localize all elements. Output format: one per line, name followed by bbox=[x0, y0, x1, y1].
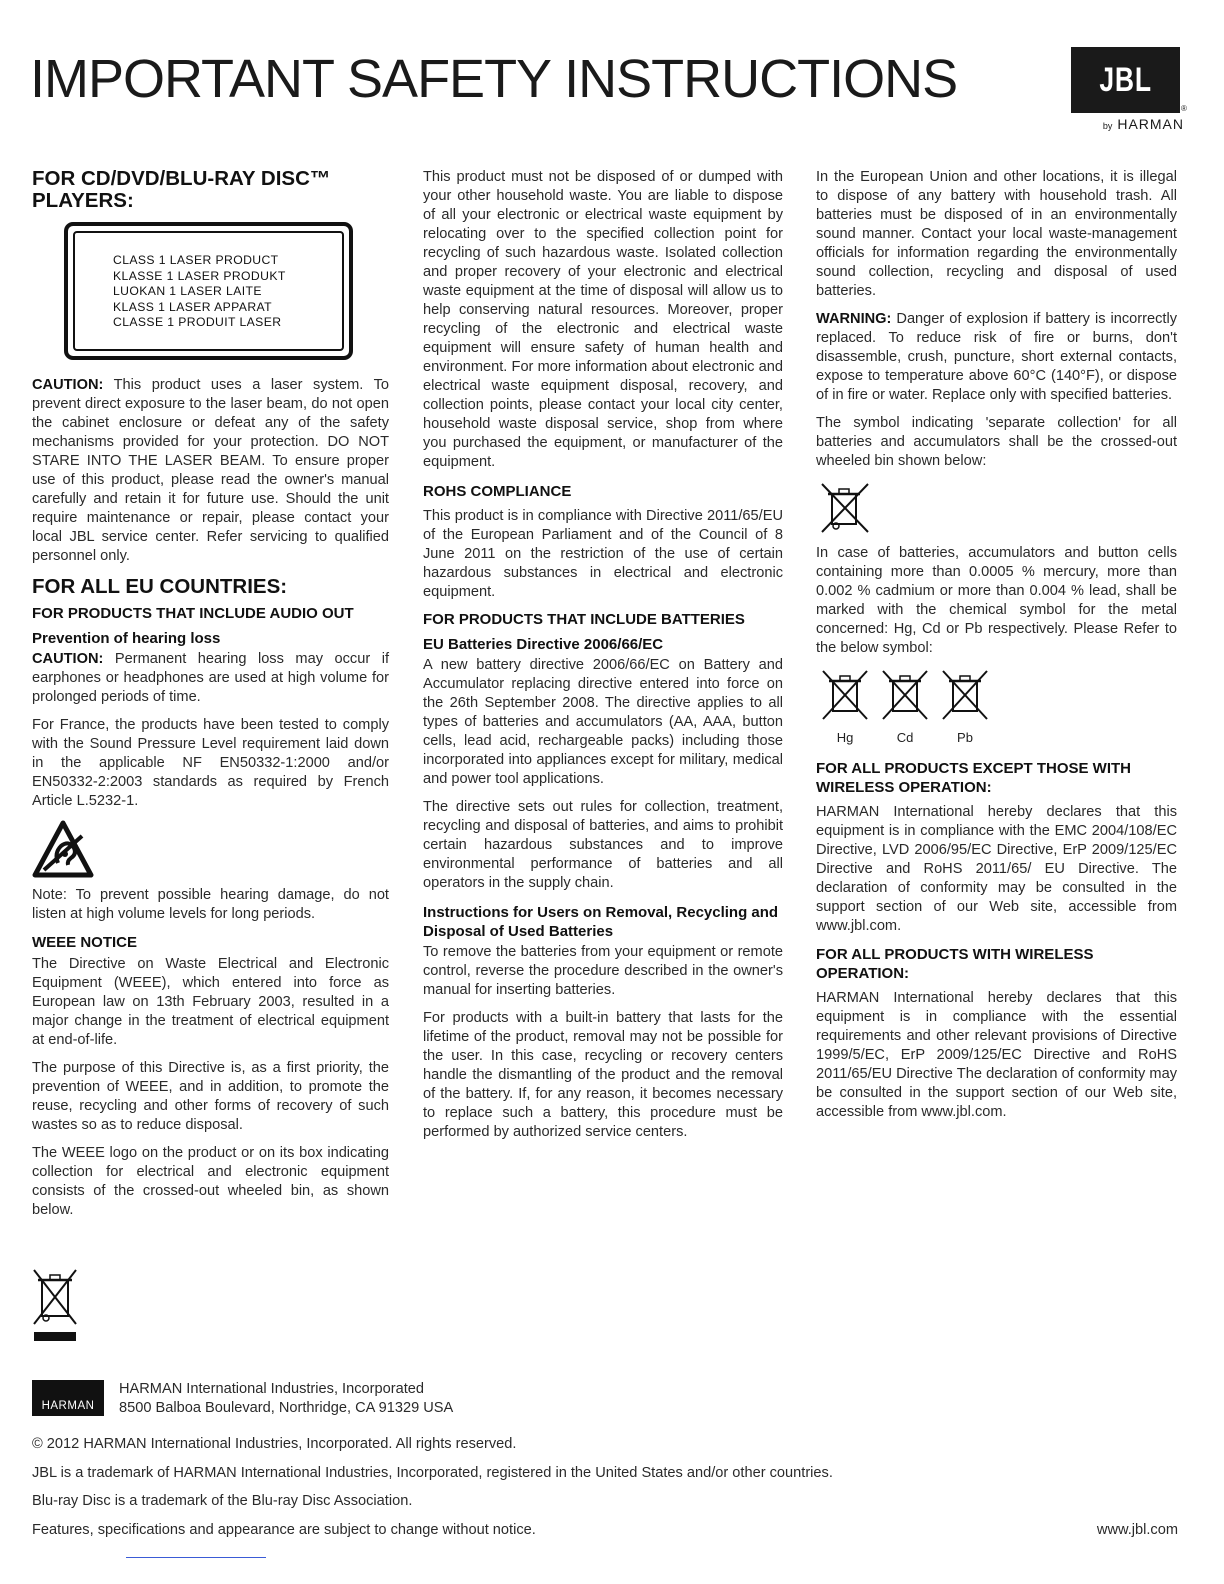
heading-batteries: FOR PRODUCTS THAT INCLUDE BATTERIES bbox=[423, 611, 745, 628]
except-wireless-paragraph: HARMAN International hereby declares that this equipment is in compliance with the EMC 2004/108/EC Directive, LVD 2006/95/EC Directive, ErP 2009/125/EC Directive and RoHS 2011/65/ EU Directive. The declaration of conformity may be consulted in the support section of our Web site, accessible from www.jbl.com. bbox=[816, 804, 1177, 934]
removal-paragraph-2: For products with a built-in battery that lasts for the lifetime of the product, removal may not be possible for the user. In this case, recycling or recovery centers handle the dismantling of the product and the removal of the battery. If, for any reason, it becomes necessary to replace such a battery, this procedure must be performed by authorized service centers. bbox=[423, 1010, 783, 1140]
caution-label: CAUTION: bbox=[32, 377, 104, 393]
heading-except-wireless: FOR ALL PRODUCTS EXCEPT THOSE WITH WIRELESS OPERATION: bbox=[816, 760, 1132, 796]
caution-label: CAUTION: bbox=[32, 651, 104, 667]
caution-laser-paragraph bbox=[32, 376, 389, 566]
weee-paragraph-1: The Directive on Waste Electrical and Electronic Equipment (WEEE), which entered into force as European law on 13th February 2003, resulted in a major change in the treatment of electrical equipment at end-of-life. bbox=[32, 956, 389, 1048]
laser-line: KLASS 1 LASER APPARAT bbox=[113, 299, 273, 314]
features-notice-line: Features, specifications and appearance are subject to change without notice. bbox=[32, 1522, 536, 1538]
by-harman-label bbox=[1072, 116, 1184, 132]
rohs-paragraph: This product is in compliance with Directive 2011/65/EU of the European Parliament and of the Council of 8 June 2011 on the restriction of the use of certain hazardous substances in electrical and electronic equipment. bbox=[423, 508, 783, 600]
jbl-logo-text: JBL bbox=[1099, 60, 1152, 99]
caution-text: Permanent hearing loss may occur if earphones or headphones are used at high volume for prolonged periods of time. bbox=[32, 651, 389, 705]
heading-audio-out: FOR PRODUCTS THAT INCLUDE AUDIO OUT bbox=[32, 605, 354, 622]
column-3 bbox=[816, 168, 1177, 1131]
weee-bin-block bbox=[32, 1268, 78, 1349]
heading-eu-batteries-directive: EU Batteries Directive 2006/66/EC bbox=[423, 636, 664, 653]
laser-line: KLASSE 1 LASER PRODUKT bbox=[113, 268, 286, 283]
website-link[interactable]: www.jbl.com bbox=[1096, 1522, 1178, 1538]
heading-removal-instructions: Instructions for Users on Removal, Recycling and Disposal of Used Batteries bbox=[423, 904, 779, 940]
jbl-trademark-line: JBL is a trademark of HARMAN International Industries, Incorporated, registered in the United States and/or other countries. bbox=[32, 1465, 833, 1481]
warning-label: WARNING: bbox=[816, 311, 892, 327]
page-title: IMPORTANT SAFETY INSTRUCTIONS bbox=[30, 49, 958, 109]
copyright-line: © 2012 HARMAN International Industries, Incorporated. All rights reserved. bbox=[32, 1436, 517, 1452]
hearing-warning-icon bbox=[32, 820, 94, 878]
harman-logo: HARMAN bbox=[32, 1380, 104, 1416]
caution-text: This product uses a laser system. To prevent direct exposure to the laser beam, do not open the cabinet enclosure or defeat any of the safety mechanisms provided for your protection. DO NOT STARE INTO THE LASER BEAM. To ensure proper use of this product, please read the owner's manual carefully and retain it for future use. Should the unit require maintenance or repair, please contact your local JBL service center. Refer servicing to qualified personnel only. bbox=[32, 377, 389, 564]
jbl-logo bbox=[1071, 47, 1180, 113]
laser-line: CLASS 1 LASER PRODUCT bbox=[113, 253, 279, 267]
column-2 bbox=[423, 168, 783, 1151]
crossed-bin-icon bbox=[940, 667, 990, 723]
company-name: HARMAN International Industries, Incorporated bbox=[119, 1381, 424, 1397]
metal-label: Hg bbox=[836, 730, 854, 745]
metal-label: Pb bbox=[957, 730, 973, 745]
heading-rohs: ROHS COMPLIANCE bbox=[423, 483, 572, 500]
weee-paragraph-3: The WEEE logo on the product or on its box indicating collection for electrical and electronic equipment consists of the crossed-out wheeled bin, as shown below. bbox=[32, 1145, 389, 1218]
separate-collection-paragraph: The symbol indicating 'separate collection' for all batteries and accumulators shall be the crossed-out wheeled bin shown below: bbox=[816, 415, 1177, 469]
by-label: by bbox=[1102, 121, 1113, 131]
removal-paragraph-1: To remove the batteries from your equipment or remote control, reverse the procedure described in the owner's manual for inserting batteries. bbox=[423, 944, 783, 998]
warning-paragraph bbox=[816, 310, 1177, 405]
heading-players: FOR CD/DVD/BLU-RAY DISC™ PLAYERS: bbox=[32, 167, 331, 212]
metal-bin-pb bbox=[936, 667, 994, 745]
dispose-paragraph: This product must not be disposed of or dumped with your other household waste. You are liable to dispose of all your electronic or electrical waste equipment by relocating over to the specified collection point for recycling of such hazardous waste. Isolated collection and proper recovery of your electronic and electrical waste equipment at the time of disposal will allow us to help conserving natural resources. Moreover, proper recycling of the electronic and electrical waste equipment will ensure safety of human health and environment. For more information about electronic and electrical waste equipment disposal, recovery, and collection points, please contact your local city center, household waste disposal service, shop from where you purchased the equipment, or manufacturer of the equipment. bbox=[423, 169, 783, 470]
heading-eu-countries: FOR ALL EU COUNTRIES: bbox=[32, 575, 288, 598]
bluray-trademark-line: Blu-ray Disc is a trademark of the Blu-ray Disc Association. bbox=[32, 1493, 413, 1509]
eu-battery-disposal-paragraph: In the European Union and other locations, it is illegal to dispose of any battery with household trash. All batteries must be disposed of in an environmentally sound manner. Contact your local waste-management officials for information regarding the environmentally sound collection, recycling and disposal of used batteries. bbox=[816, 169, 1177, 299]
metal-bin-cd bbox=[876, 667, 934, 745]
metal-label: Cd bbox=[896, 730, 914, 745]
note-paragraph: Note: To prevent possible hearing damage, do not listen at high volume levels for long periods. bbox=[32, 887, 389, 922]
laser-label-inner bbox=[73, 231, 344, 351]
laser-line: CLASSE 1 PRODUIT LASER bbox=[113, 315, 282, 330]
batteries-paragraph-1: A new battery directive 2006/66/EC on Battery and Accumulator replacing directive entered into force on the 26th September 2008. The directive applies to all types of batteries and accumulators (AA, AAA, button cells, lead acid, rechargeable packs) including those incorporated into appliances except for military, medical and power tool applications. bbox=[423, 657, 783, 787]
weee-bin-icon bbox=[32, 1268, 78, 1344]
heavy-metals-paragraph: In case of batteries, accumulators and button cells containing more than 0.0005 % mercury, more than 0.002 % cadmium or more than 0.004 % lead, shall be marked with the chemical symbol for the metal concerned: Hg, Cd or Pb respectively. Please Refer to the below symbol: bbox=[816, 545, 1177, 656]
warning-text: Danger of explosion if battery is incorrectly replaced. To reduce risk of fire or burns, don't disassemble, crush, puncture, short external contacts, expose to temperature above 60°C (140°F), or dispose of in fire or water. Replace only with specified batteries. bbox=[816, 311, 1177, 403]
heading-with-wireless: FOR ALL PRODUCTS WITH WIRELESS OPERATION: bbox=[816, 946, 1094, 982]
link-underline bbox=[126, 1557, 266, 1558]
caution-hearing-paragraph bbox=[32, 650, 389, 707]
crossed-bin-icon bbox=[818, 480, 874, 536]
crossed-bin-icon bbox=[880, 667, 930, 723]
laser-product-label bbox=[64, 222, 353, 360]
street-address: 8500 Balboa Boulevard, Northridge, CA 91329 USA bbox=[119, 1400, 454, 1416]
crossed-bin-icon bbox=[820, 667, 870, 723]
metal-bin-hg bbox=[816, 667, 874, 745]
column-1 bbox=[32, 168, 389, 1229]
metal-bins-row bbox=[816, 667, 1177, 745]
company-address bbox=[119, 1380, 453, 1418]
laser-line: LUOKAN 1 LASER LAITE bbox=[113, 284, 262, 299]
france-paragraph: For France, the products have been tested to comply with the Sound Pressure Level requirement laid down in the applicable NF EN50332-1:2000 and/or EN50332-2:2003 standards as required by French Article L.5232-1. bbox=[32, 717, 389, 809]
heading-weee: WEEE NOTICE bbox=[32, 934, 138, 951]
registered-mark: ® bbox=[1181, 104, 1187, 113]
heading-hearing-loss: Prevention of hearing loss bbox=[32, 630, 221, 647]
harman-label: HARMAN bbox=[1117, 116, 1184, 132]
with-wireless-paragraph: HARMAN International hereby declares that this equipment is in compliance with the essential requirements and other relevant provisions of Directive 1999/5/EC, ErP 2009/125/EC Directive and RoHS 2011/65/EU Directive The declaration of conformity may be consulted in the support section of our Web site, accessible from www.jbl.com. bbox=[816, 990, 1177, 1120]
batteries-paragraph-2: The directive sets out rules for collection, treatment, recycling and disposal of batteries, and aims to prohibit certain hazardous substances and to improve environmental performance of batteries and all operators in the supply chain. bbox=[423, 799, 783, 891]
weee-paragraph-2: The purpose of this Directive is, as a first priority, the prevention of WEEE, and in addition, to promote the reuse, recycling and other forms of recovery of such wastes so as to reduce disposal. bbox=[32, 1060, 389, 1133]
